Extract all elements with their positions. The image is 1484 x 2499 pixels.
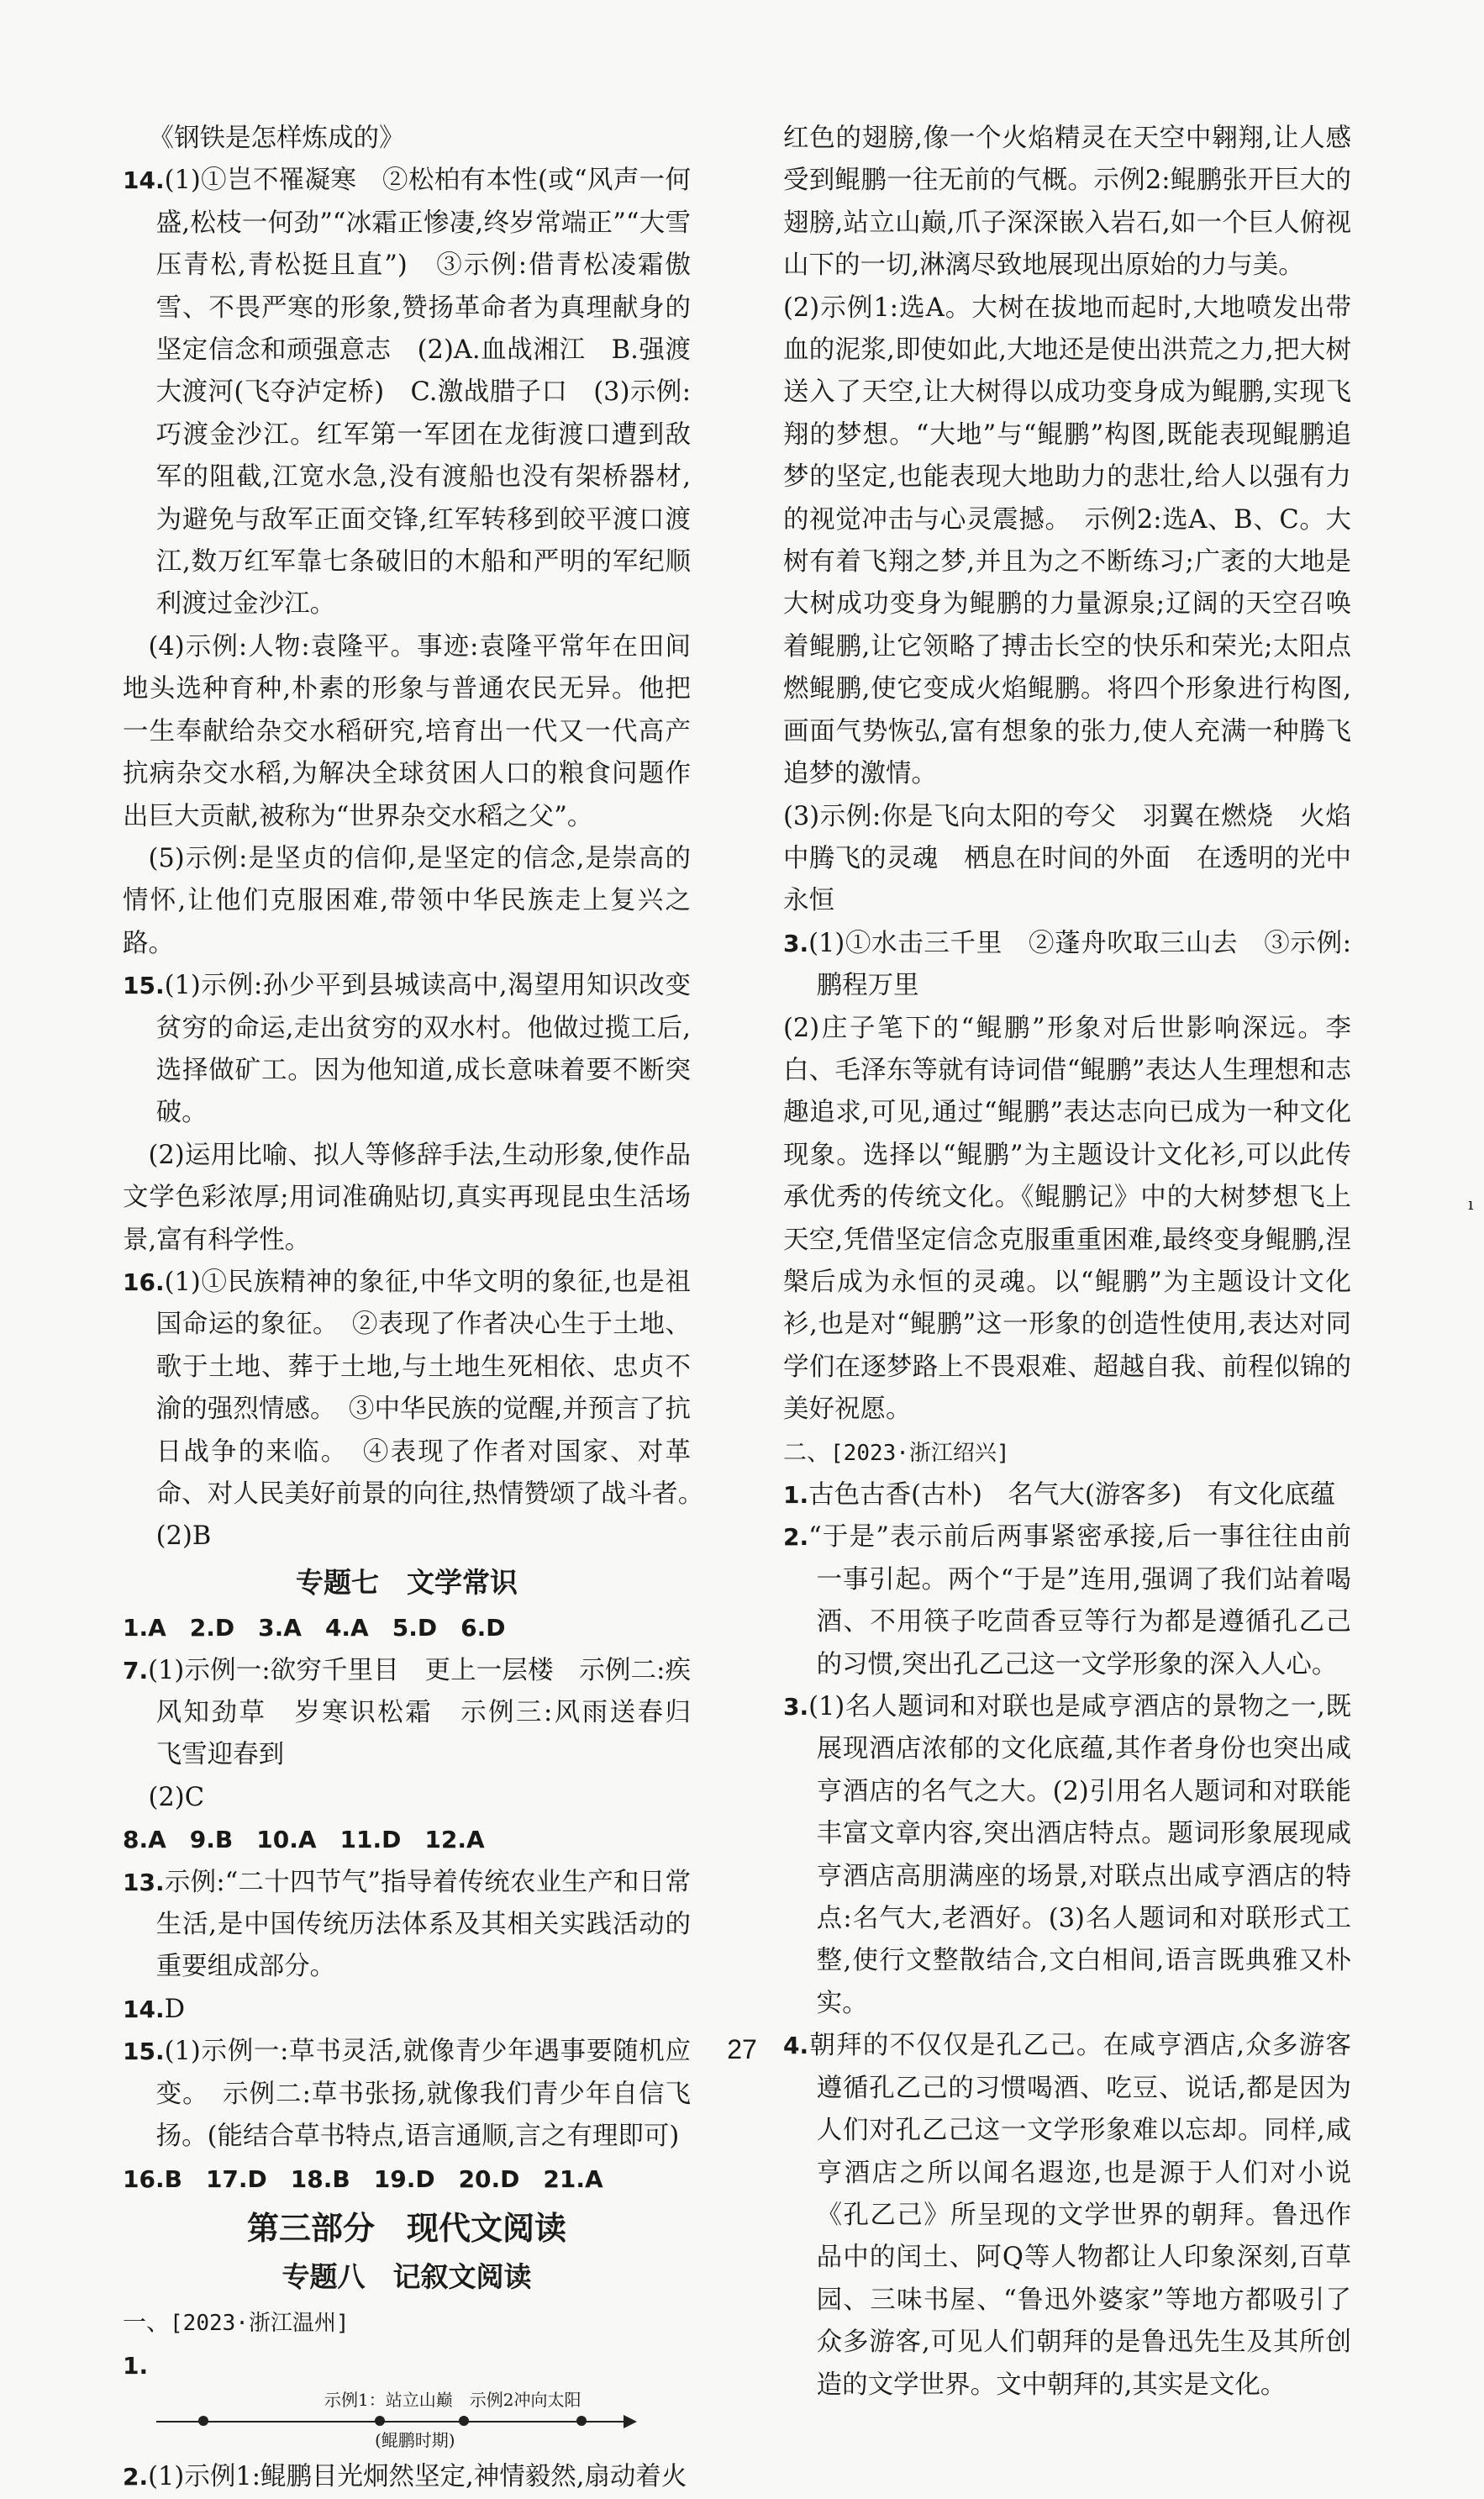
answer-16 [123, 1262, 717, 1558]
answer-text: (1)①民族精神的象征,中华文明的象征,也是祖国命运的象征。 ②表现了作者决心生于土地、歌于土地、葬于土地,与土地生死相依、忠贞不渝的强烈情感。 ③中华民族的觉醒,并预言了抗日战争的来临。 ④表现了作者对国家、对革命、对人民美好前景的向往,热情赞颂了战斗者。 (2)B [155, 1267, 717, 1552]
answer-number: 7. [123, 1656, 149, 1684]
answer-text: 古色古香(古朴) 名气大(游客多) 有文化底蕴 [808, 1480, 1336, 1510]
timeline-dot [375, 2416, 385, 2426]
answer-2-continued: 红色的翅膀,像一个火焰精灵在天空中翱翔,让人感受到鲲鹏一往无前的气概。示例2:鲲鹏张开巨大的翅膀,站立山巅,爪子深深嵌入岩石,如一个巨人俯视山下的一切,淋漓尽致地展现出原始的力与美。 [783, 124, 1351, 281]
answer-number: 14. [123, 1995, 165, 2023]
left-column [123, 118, 717, 2499]
answer-text: (1)示例一:欲穷千里目 更上一层楼 示例二:疾风知劲草 岁寒识松霜 示例三:风雨送春归 飞雪迎春到 [148, 1655, 717, 1770]
answer-text: (1)示例一:草书灵活,就像青少年遇事要随机应变。 示例二:草书张扬,就像我们青少年自信飞扬。(能结合草书特点,语言通顺,言之有理即可) [155, 2037, 691, 2152]
answer-text: (1)示例1:鲲鹏目光炯然坚定,神情毅然,扇动着火 [148, 2462, 687, 2492]
answer-number: 13. [123, 1868, 165, 1896]
mcq-answers-8-12: 8.A 9.B 10.A 11.D 12.A [123, 1826, 485, 1854]
answer-number: 14. [123, 166, 165, 195]
page-number: 27 [727, 2034, 757, 2064]
answer-15-part2: (2)运用比喻、拟人等修辞手法,生动形象,使作品文学色彩浓厚;用词准确贴切,真实再现昆虫生活场景,富有科学性。 [123, 1140, 691, 1255]
topic-8-title: 专题八 记叙文阅读 [282, 2259, 532, 2293]
timeline-arrow-icon [624, 2415, 637, 2428]
answer-text: D [164, 1994, 186, 2024]
answer-text: 朝拜的不仅仅是孔乙己。在咸亨酒店,众多游客遵循孔乙己的习惯喝酒、吃豆、说话,都是因为人们对孔乙己这一文学形象难以忘却。同样,咸亨酒店之所以闻名遐迩,也是源于人们对小说《孔乙己》所呈现的文学世界的朝拜。鲁迅作品中的闰土、阿Q等人物都让人印象深刻,百草园、三味书屋、“鲁迅外婆家”等地方都吸引了众多游客,可见人们朝拜的是鲁迅先生及其所创造的文学世界。文中朝拜的,其实是文化。 [808, 2031, 1351, 2400]
answer-7 [123, 1650, 717, 1777]
answer-number: 1. [123, 2351, 149, 2380]
answer-15 [123, 965, 691, 1135]
answer-number: 2. [123, 2463, 149, 2491]
section-source: [2023·浙江温州] [170, 2311, 350, 2337]
section-prefix: 二、 [783, 1437, 831, 1466]
answer-number: 15. [123, 2038, 165, 2066]
timeline-dot [198, 2416, 208, 2426]
margin-mark: ı [1468, 1194, 1474, 1214]
answer-text: (1)示例:孙少平到县城读高中,渴望用知识改变贫穷的命运,走出贫穷的双水村。他做过揽工后,选择做矿工。因为他知道,成长意味着要不断突破。 [155, 971, 691, 1128]
answer-14b [123, 1989, 691, 2031]
section-1-heading [123, 2301, 691, 2344]
answer-14-part5: (5)示例:是坚贞的信仰,是坚定的信念,是崇高的情怀,让他们克服困难,带领中华民族走上复兴之路。 [123, 843, 691, 958]
answer-3 [783, 923, 1351, 1008]
answer-r1 [783, 1474, 1351, 1516]
answer-number: 1. [783, 1481, 809, 1509]
timeline-top-label: 示例1：站立山巅 示例2冲向太阳 [324, 2390, 581, 2411]
answer-2-part2: (2)示例1:选A。大树在拔地而起时,大地喷发出带血的泥浆,即使如此,大地还是使出洪荒之力,把大树送入了天空,让大树得以成功变身成为鲲鹏,实现飞翔的梦想。“大地”与“鲲鹏”构图,既能表现鲲鹏追梦的坚定,也能表现大地助力的悲壮,给人以强有力的视觉冲击与心灵震撼。 示例2:选A、B、C。大树有着飞翔之梦,并且为之不断练习;广袤的大地是大树成功变身为鲲鹏的力量源泉;辽阔的天空召唤着鲲鹏,让它领略了搏击长空的快乐和荣光;太阳点燃鲲鹏,使它变成火焰鲲鹏。将四个形象进行构图,画面气势恢弘,富有想象的张力,使人充满一种腾飞追梦的激情。 [783, 293, 1351, 789]
answer-number: 4. [783, 2032, 809, 2060]
mcq-answers-16-21: 16.B 17.D 18.B 19.D 20.D 21.A [123, 2164, 603, 2193]
answer-number: 16. [123, 1268, 165, 1296]
answer-13 [123, 1862, 691, 1989]
section-2-heading [783, 1431, 1351, 1474]
answer-text: (1)①水击三千里 ②蓬舟吹取三山去 ③示例:鹏程万里 [808, 928, 1351, 1001]
section-prefix: 一、 [123, 2308, 171, 2337]
answer-text: “于是”表示前后两事紧密承接,后一事往往由前一事引起。两个“于是”连用,强调了我们站着喝酒、不用筷子吃茴香豆等行为都是遵循孔乙己的习惯,突出孔乙己这一文学形象的深入人心。 [808, 1522, 1351, 1679]
answer-14 [123, 160, 691, 625]
timeline-line [156, 2421, 627, 2423]
answer-3-part2: (2)庄子笔下的“鲲鹏”形象对后世影响深远。李白、毛泽东等就有诗词借“鲲鹏”表达人生理想和志趣追求,可见,通过“鲲鹏”表达志向已成为一种文化现象。选择以“鲲鹏”为主题设计文化衫,可以此传承优秀的传统文化。《鲲鹏记》中的大树梦想飞上天空,凭借坚定信念克服重重困难,最终变身鲲鹏,涅槃后成为永恒的灵魂。以“鲲鹏”为主题设计文化衫,也是对“鲲鹏”这一形象的创造性使用,表达对同学们在逐梦路上不畏艰难、超越自我、前程似锦的美好祝愿。 [783, 1013, 1351, 1425]
answer-r4 [783, 2025, 1351, 2407]
mcq-answers-1-6: 1.A 2.D 3.A 4.A 5.D 6.D [123, 1614, 506, 1642]
book-title: 《钢铁是怎样炼成的》 [148, 124, 405, 153]
answer-number: 15. [123, 972, 165, 1000]
answer-2-part3: (3)示例:你是飞向太阳的夸父 羽翼在燃烧 火焰中腾飞的灵魂 栖息在时间的外面 在透明的光中永恒 [783, 801, 1351, 916]
answer-r2 [783, 1516, 1351, 1686]
part-3-title: 第三部分 现代文阅读 [246, 2209, 566, 2247]
section-source: [2023·浙江绍兴] [830, 1440, 1010, 1466]
answer-number: 3. [783, 1693, 809, 1721]
timeline-diagram [123, 2387, 691, 2456]
answer-r3 [783, 1686, 1351, 2025]
answer-2 [123, 2456, 691, 2498]
timeline-dot [576, 2416, 587, 2426]
topic-7-title: 专题七 文学常识 [296, 1565, 518, 1599]
answer-text: (1)名人题词和对联也是咸亨酒店的景物之一,既展现酒店浓郁的文化底蕴,其作者身份也突出咸亨酒店的名气之大。(2)引用名人题词和对联能丰富文章内容,突出酒店特点。题词形象展现咸亨酒店高朋满座的场景,对联点出咸亨酒店的特点:名气大,老酒好。(3)名人题词和对联形式工整,使行文整散结合,文白相间,语言既典雅又朴实。 [808, 1692, 1351, 2018]
answer-text: 示例:“二十四节气”指导着传统农业生产和日常生活,是中国传统历法体系及其相关实践活动的重要组成部分。 [155, 1867, 691, 1982]
answer-1 [123, 2345, 691, 2387]
answer-number: 2. [783, 1523, 809, 1552]
timeline-bottom-label: (鲲鹏时期) [375, 2430, 455, 2451]
answer-number: 3. [783, 929, 809, 957]
answer-7-part2: (2)C [148, 1782, 205, 1812]
timeline-dot [459, 2416, 469, 2426]
answer-text: (1)①岂不罹凝寒 ②松柏有本性(或“风声一何盛,松枝一何劲”“冰霜正惨凄,终岁常端正”“大雪压青松,青松挺且直”) ③示例:借青松凌霜傲雪、不畏严寒的形象,赞扬革命者为真理献身的坚定信念和顽强意志 (2)A.血战湘江 B.强渡大渡河(飞夺泸定桥) C.激战腊子口 (3)示例:巧渡金沙江。红军第一军团在龙街渡口遭到敌军的阻截,江宽水急,没有渡船也没有架桥器材,为避免与敌军正面交锋,红军转移到皎平渡口渡江,数万红军靠七条破旧的木船和严明的军纪顺利渡过金沙江。 [155, 166, 691, 619]
answer-14-part4: (4)示例:人物:袁隆平。事迹:袁隆平常年在田间地头选种育种,朴素的形象与普通农民无异。他把一生奉献给杂交水稻研究,培育出一代又一代高产抗病杂交水稻,为解决全球贫困人口的粮食问题作出巨大贡献,被称为“世界杂交水稻之父”。 [123, 631, 691, 831]
